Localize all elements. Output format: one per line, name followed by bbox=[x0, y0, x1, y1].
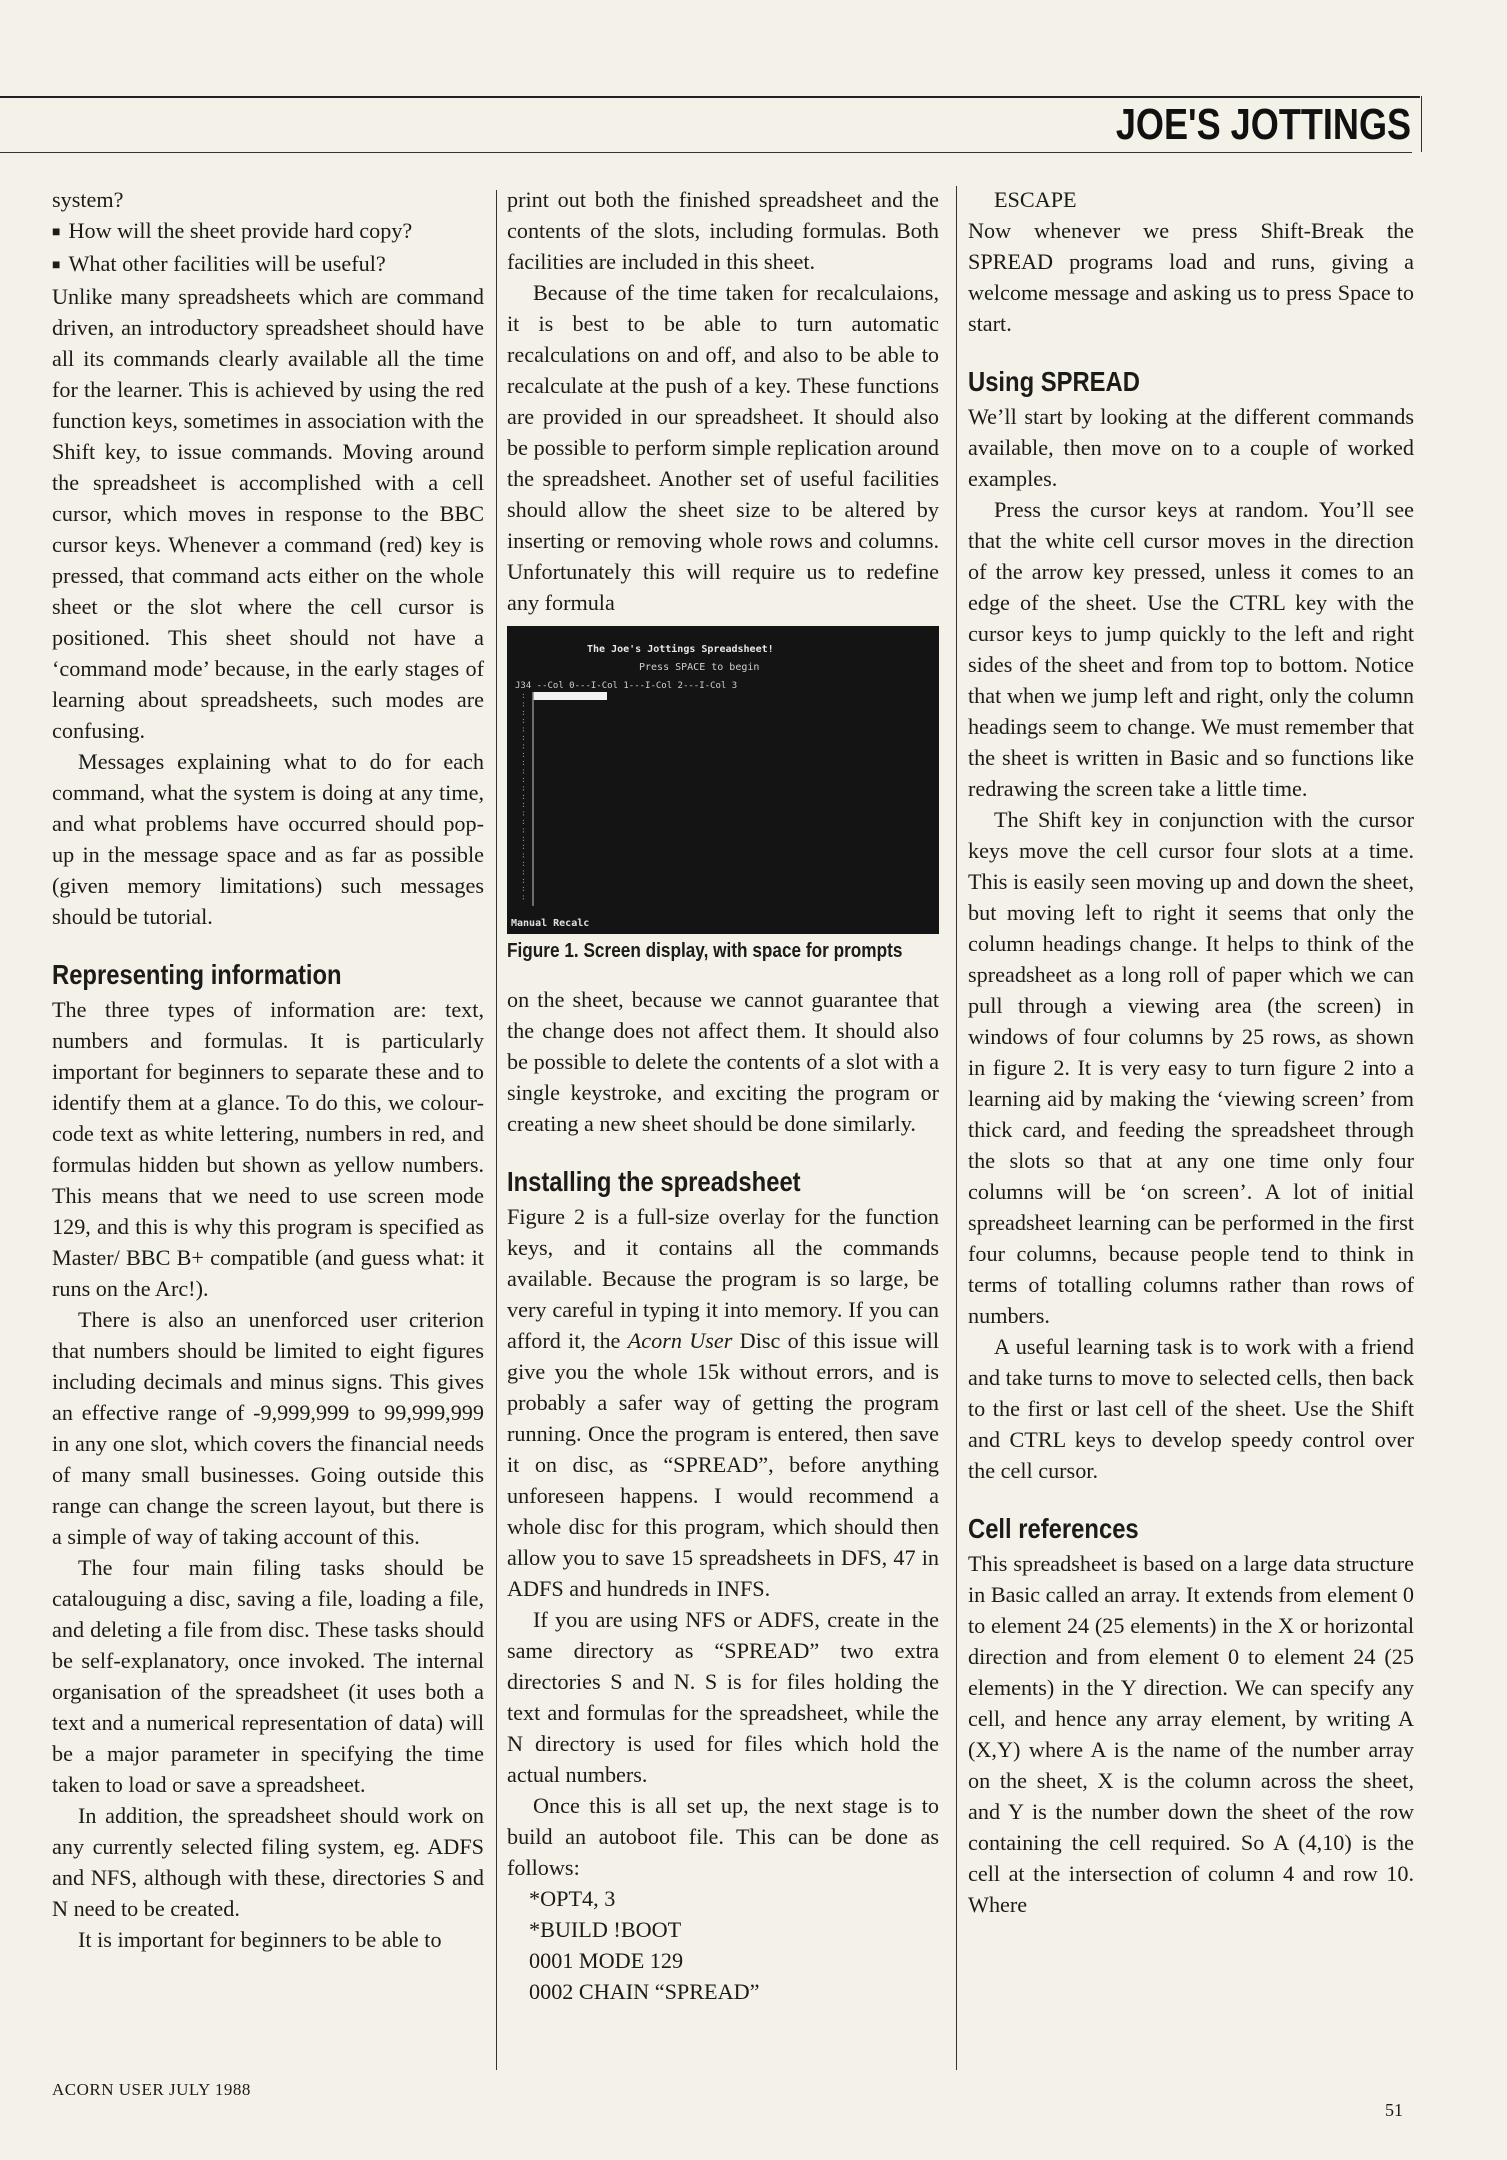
paragraph: It is important for beginners to be able to bbox=[78, 1927, 442, 1952]
paragraph: on the sheet, because we cannot guarantee that the change does not affect them. It should also be possible to delete the contents of a slot with a single keystroke, and exciting the program or creating a new sheet should be done similarly. bbox=[507, 987, 939, 1136]
section-title: JOE'S JOTTINGS bbox=[1115, 100, 1411, 149]
screen-row-marker: : bbox=[521, 775, 526, 784]
screen-row-marker: : bbox=[521, 791, 526, 801]
screen-row-marker: : bbox=[521, 691, 526, 700]
figure-screen-display bbox=[507, 626, 939, 934]
screen-row-marker: : bbox=[521, 825, 526, 835]
paragraph: Now whenever we press Shift-Break the SPREAD programs load and runs, giving a welcome message and asking us to press Space to start. bbox=[968, 218, 1414, 336]
screen-row-marker: : bbox=[521, 892, 526, 902]
screen-row-marker: : bbox=[521, 817, 526, 826]
code-line: 0001 MODE 129 bbox=[529, 1948, 684, 1973]
screen-row-marker: : bbox=[521, 733, 526, 742]
paragraph: Messages explaining what to do for each command, what the system is doing at any time, and what problems have occurred should pop-up in the message space and as far as possible (given memory limitations) such messages should be tutorial. bbox=[52, 749, 484, 929]
screen-row-marker: : bbox=[521, 716, 526, 726]
code-line: *OPT4, 3 bbox=[529, 1886, 616, 1911]
bullet-item: ■ How will the sheet provide hard copy? bbox=[52, 215, 484, 248]
screen-prompt-text: Press SPACE to begin bbox=[639, 662, 760, 673]
column-1 bbox=[52, 184, 484, 1955]
screen-row-marker: : bbox=[521, 842, 526, 852]
subheading-representing-information: Representing information bbox=[52, 959, 342, 990]
code-line: ESCAPE bbox=[994, 187, 1077, 212]
screen-row-marker: : bbox=[521, 707, 526, 717]
header-side-rule bbox=[1421, 96, 1422, 152]
bullet-item: ■ What other facilities will be useful? bbox=[52, 248, 484, 281]
paragraph: Because of the time taken for recalculaions, it is best to be able to turn automatic recalculations on and off, and also to be able to recalculate at the push of a key. These functions are provided in our spreadsheet. It should also be possible to perform simple replication around the spreadsheet. Another set of useful facilities should allow the sheet size to be altered by inserting or removing whole rows and columns. Unfortunately this will require us to redefine any formula bbox=[507, 280, 939, 615]
paragraph: The Shift key in conjunction with the cursor keys move the cell cursor four slots at a time. This is easily seen moving up and down the sheet, but moving left to right it seems that only the column headings change. It helps to think of the spreadsheet as a long roll of paper which we can pull through a viewing area (the screen) in windows of four columns by 25 rows, as shown in figure 2. It is very easy to turn figure 2 into a learning aid by making the ‘viewing screen’ from thick card, and feeding the spreadsheet through the slots so that at any one time only four columns will be ‘on screen’. A lot of initial spreadsheet learning can be performed in the first four columns, because people tend to think in terms of totalling columns rather than rows of numbers. bbox=[968, 807, 1414, 1328]
screen-row-marker: : bbox=[521, 749, 526, 759]
paragraph: system? bbox=[52, 187, 124, 212]
magazine-name: Acorn User bbox=[627, 1328, 733, 1353]
screen-row-marker: : bbox=[521, 758, 526, 768]
screen-row-marker: : bbox=[521, 867, 526, 877]
screen-row-marker: : bbox=[521, 884, 526, 894]
paragraph: In addition, the spreadsheet should work on any currently selected filing system, eg. ADFS and NFS, although with these, directories S and N need to be created. bbox=[52, 1803, 484, 1921]
screen-row-marker: : bbox=[521, 850, 526, 860]
subheading-cell-references: Cell references bbox=[968, 1513, 1139, 1544]
subheading-using-spread: Using SPREAD bbox=[968, 366, 1140, 397]
column-rule bbox=[496, 190, 497, 2070]
paragraph: The three types of information are: text, numbers and formulas. It is particularly important for beginners to separate these and to identify them at a glance. To do this, we colour-code text as white lettering, numbers in red, and formulas hidden but shown as yellow numbers. This means that we need to use screen mode 129, and this is why this program is specified as Master/ BBC B+ compatible (and guess what: it runs on the Arc!). bbox=[52, 997, 484, 1301]
paragraph: We’ll start by looking at the different commands available, then move on to a couple of worked examples. bbox=[968, 404, 1414, 491]
paragraph: The four main filing tasks should be catalouguing a disc, saving a file, loading a file, and deleting a file from disc. These tasks should be self-explanatory, once invoked. The internal organisation of the spreadsheet (it uses both a text and a numerical representation of data) will be a major parameter in specifying the time taken to load or save a spreadsheet. bbox=[52, 1555, 484, 1797]
screen-row-marker: : bbox=[521, 724, 526, 734]
paragraph: If you are using NFS or ADFS, create in the same directory as “SPREAD” two extra directories S and N. S is for files holding the text and formulas for the spreadsheet, while the N directory is used for files which hold the actual numbers. bbox=[507, 1607, 939, 1787]
paragraph: A useful learning task is to work with a friend and take turns to move to selected cells, then back to the first or last cell of the sheet. Use the Shift and CTRL keys to develop speedy control over the cell cursor. bbox=[968, 1334, 1414, 1483]
figure-caption: Figure 1. Screen display, with space for prompts bbox=[507, 940, 903, 962]
screen-row-marker: : bbox=[521, 808, 526, 818]
paragraph: Press the cursor keys at random. You’ll see that the white cell cursor moves in the direction of the arrow key pressed, unless it comes to an edge of the sheet. Use the CTRL key with the cursor keys to jump quickly to the left and right sides of the sheet and from top to bottom. Notice that when we jump left and right, only the column headings seem to change. We must remember that the sheet is written in Basic and so functions like redrawing the screen take a little time. bbox=[968, 497, 1414, 801]
paragraph: Figure 2 is a full-size overlay for the function keys, and it contains all the commands available. Because the program is so large, be very careful in typing it into memory. If you can afford it, the Acorn User Disc of this issue will give you the whole 15k without errors, and is probably a safer way of getting the program running. Once the program is entered, then save it on disc, as “SPREAD”, before anything unforeseen happens. I would recommend a whole disc for this program, which should then allow you to save 15 spreadsheets in DFS, 47 in ADFS and hundreds in INFS. bbox=[507, 1204, 939, 1601]
top-rule bbox=[0, 96, 1420, 98]
column-2 bbox=[507, 184, 939, 2007]
cell-cursor bbox=[533, 692, 607, 700]
screen-title-text: The Joe's Jottings Spreadsheet! bbox=[587, 644, 774, 655]
subheading-installing: Installing the spreadsheet bbox=[507, 1166, 801, 1197]
code-line: *BUILD !BOOT bbox=[529, 1917, 682, 1942]
paragraph: Unlike many spreadsheets which are command driven, an introductory spreadsheet should have all its commands clearly available all the time for the learner. This is achieved by using the red function keys, sometimes in association with the Shift key, to issue commands. Moving around the spreadsheet is accomplished with a cell cursor, which moves in response to the BBC cursor keys. Whenever a command (red) key is pressed, that command acts either on the whole sheet or the slot where the cell cursor is positioned. This sheet should not have a ‘command mode’ because, in the early stages of learning about spreadsheets, such modes are confusing. bbox=[52, 284, 484, 743]
screen-row-marker: : bbox=[521, 859, 526, 868]
header-rule bbox=[0, 152, 1412, 153]
column-rule bbox=[956, 186, 957, 2070]
screen-row-marker: : bbox=[521, 875, 526, 885]
paragraph: print out both the finished spreadsheet and the contents of the slots, including formulas. Both facilities are included in this sheet. bbox=[507, 187, 939, 274]
paragraph: There is also an unenforced user criterion that numbers should be limited to eight figures including decimals and minus signs. This gives an effective range of -9,999,999 to 99,999,999 in any one slot, which covers the financial needs of many small businesses. Going outside this range can change the screen layout, but there is a simple of way of taking account of this. bbox=[52, 1307, 484, 1549]
screen-row-marker: : bbox=[521, 800, 526, 810]
screen-illustration bbox=[507, 626, 939, 934]
code-line: 0002 CHAIN “SPREAD” bbox=[529, 1979, 760, 2004]
footer-publication: ACORN USER JULY 1988 bbox=[52, 2080, 251, 2099]
screen-row-marker: : bbox=[521, 833, 526, 843]
screen-status-text: Manual Recalc bbox=[511, 918, 590, 929]
screen-column-headings: J34 --Col 0---I-Col 1---I-Col 2---I-Col 3 bbox=[515, 681, 738, 691]
screen-row-marker: : bbox=[521, 699, 526, 709]
screen-row-marker: : bbox=[521, 741, 526, 751]
screen-row-marker: : bbox=[521, 783, 526, 793]
paragraph: Once this is all set up, the next stage is to build an autoboot file. This can be done as follows: bbox=[507, 1793, 939, 1880]
page-number: 51 bbox=[1385, 2100, 1403, 2120]
column-3 bbox=[968, 184, 1414, 1920]
screen-row-marker: : bbox=[521, 766, 526, 776]
paragraph: This spreadsheet is based on a large data structure in Basic called an array. It extends from element 0 to element 24 (25 elements) in the X or horizontal direction and from element 0 to element 24 (25 elements) in the Y direction. We can specify any cell, and hence any array element, by writing A (X,Y) where A is the name of the number array on the sheet, X is the column across the sheet, and Y is the number down the sheet of the row containing the cell required. So A (4,10) is the cell at the intersection of column 4 and row 10. Where bbox=[968, 1551, 1414, 1917]
